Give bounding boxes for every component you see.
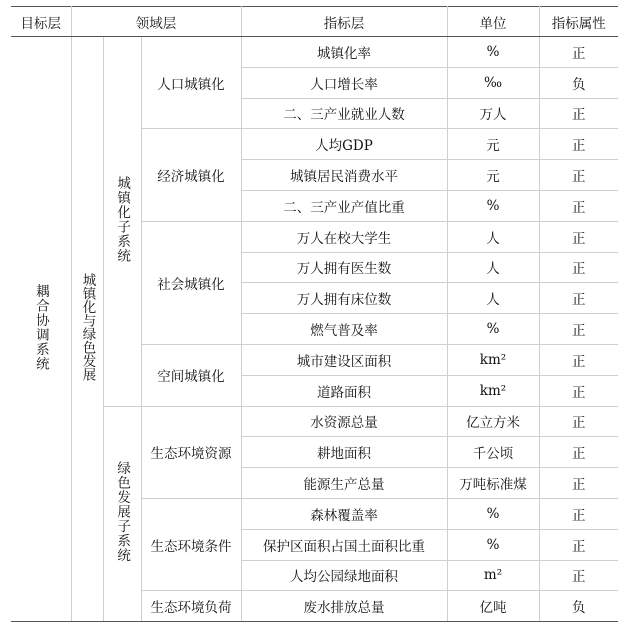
goal-label: 耦合协调系统 [32,283,49,371]
unit-cell: % [447,37,539,68]
domain-cell-2: 经济城镇化 [141,129,241,221]
attribute-cell: 正 [539,560,618,591]
indicator-cell: 保护区面积占国土面积比重 [241,529,447,560]
unit-cell: 千公顷 [447,437,539,468]
attribute-cell: 正 [539,160,618,191]
indicator-cell: 森林覆盖率 [241,498,447,529]
unit-cell: ‰ [447,67,539,98]
attribute-cell: 正 [539,129,618,160]
indicator-cell: 万人拥有床位数 [241,283,447,314]
green-subsystem-label: 绿色发展子系统 [114,461,131,563]
domain-cell-4: 空间城镇化 [141,344,241,406]
attribute-cell: 正 [539,498,618,529]
attribute-cell: 正 [539,221,618,252]
indicator-cell: 燃气普及率 [241,314,447,345]
unit-cell: % [447,529,539,560]
attribute-cell: 正 [539,283,618,314]
indicator-table [11,6,618,622]
attribute-cell: 正 [539,437,618,468]
indicator-cell: 能源生产总量 [241,468,447,499]
attribute-cell: 负 [539,67,618,98]
system-cell [71,37,103,622]
indicator-cell: 废水排放总量 [241,591,447,622]
unit-cell: 万人 [447,98,539,129]
indicator-cell: 城市建设区面积 [241,344,447,375]
attribute-cell: 正 [539,406,618,437]
indicator-cell: 人均GDP [241,129,447,160]
attribute-cell: 正 [539,314,618,345]
table-row [11,37,618,68]
green-subsystem-cell [103,406,141,622]
unit-cell: 人 [447,221,539,252]
unit-cell: % [447,190,539,221]
indicator-cell: 二、三产业产值比重 [241,190,447,221]
unit-cell: 万吨标准煤 [447,468,539,499]
attribute-cell: 正 [539,252,618,283]
attribute-cell: 正 [539,468,618,499]
unit-cell: 人 [447,283,539,314]
domain-cell-7: 生态环境负荷 [141,591,241,622]
attribute-cell: 正 [539,190,618,221]
indicator-cell: 人口增长率 [241,67,447,98]
header-attribute: 指标属性 [539,7,618,37]
header-indicator: 指标层 [241,7,447,37]
urban-subsystem-label: 城镇化子系统 [114,175,131,263]
unit-cell: 亿吨 [447,591,539,622]
domain-cell-5: 生态环境资源 [141,406,241,498]
attribute-cell: 负 [539,591,618,622]
unit-cell: m² [447,560,539,591]
system-label: 城镇化与绿色发展 [79,273,96,382]
indicator-cell: 二、三产业就业人数 [241,98,447,129]
attribute-cell: 正 [539,529,618,560]
unit-cell: % [447,314,539,345]
domain-cell-3: 社会城镇化 [141,221,241,344]
header-unit: 单位 [447,7,539,37]
unit-cell: 亿立方米 [447,406,539,437]
domain-cell-6: 生态环境条件 [141,498,241,590]
indicator-cell: 耕地面积 [241,437,447,468]
header-goal: 目标层 [11,7,71,37]
unit-cell: km² [447,375,539,406]
indicator-cell: 人均公园绿地面积 [241,560,447,591]
table-row [11,406,618,437]
attribute-cell: 正 [539,344,618,375]
unit-cell: 人 [447,252,539,283]
indicator-cell: 道路面积 [241,375,447,406]
unit-cell: 元 [447,129,539,160]
unit-cell: 元 [447,160,539,191]
header-row [11,7,618,37]
header-domain: 领域层 [71,7,241,37]
indicator-cell: 万人在校大学生 [241,221,447,252]
goal-cell [11,37,71,622]
unit-cell: km² [447,344,539,375]
attribute-cell: 正 [539,375,618,406]
indicator-cell: 城镇化率 [241,37,447,68]
indicator-cell: 水资源总量 [241,406,447,437]
indicator-cell: 万人拥有医生数 [241,252,447,283]
unit-cell: % [447,498,539,529]
urban-subsystem-cell [103,37,141,407]
attribute-cell: 正 [539,37,618,68]
domain-cell-1: 人口城镇化 [141,37,241,129]
indicator-cell: 城镇居民消费水平 [241,160,447,191]
attribute-cell: 正 [539,98,618,129]
